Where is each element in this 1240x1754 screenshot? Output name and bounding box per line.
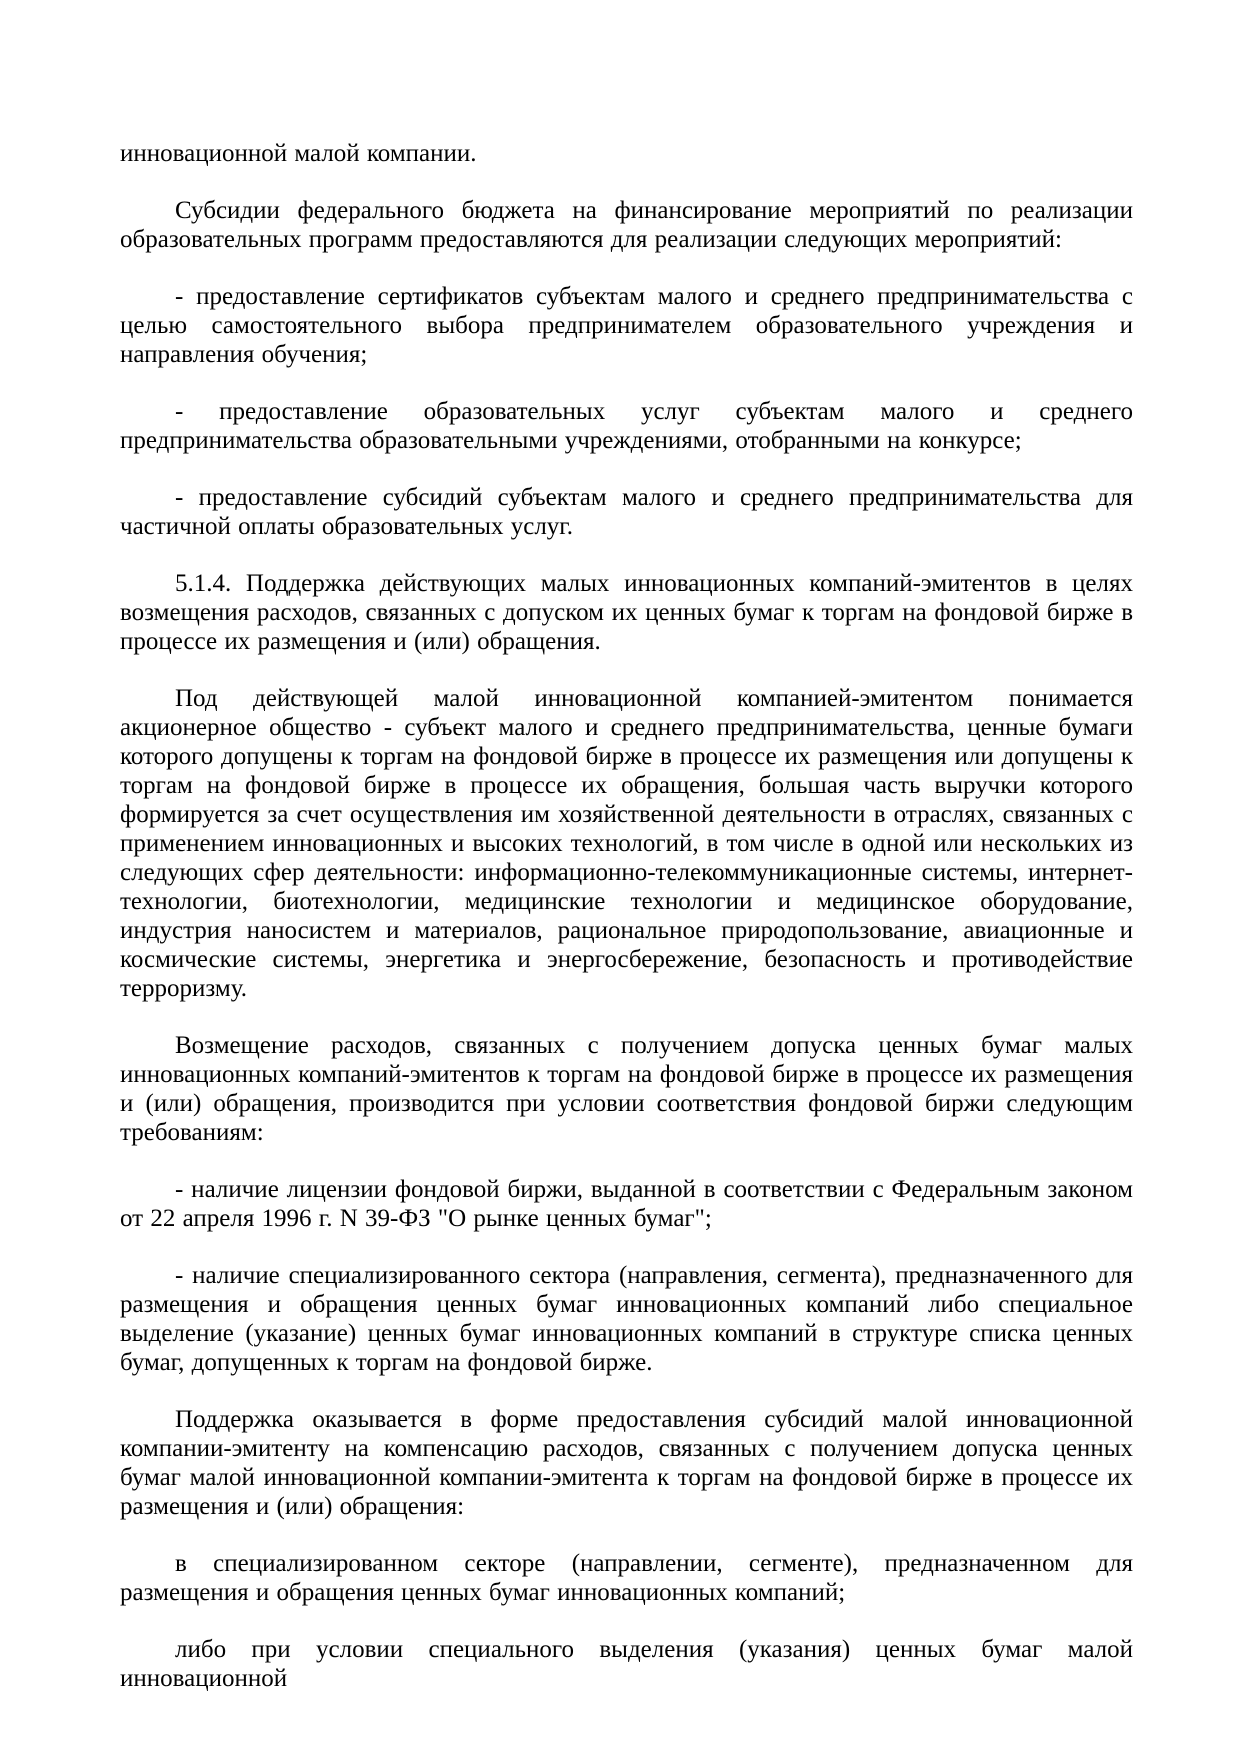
paragraph: Субсидии федерального бюджета на финансирование мероприятий по реализации образовательных программ предоставляются для реализации следующих мероприятий: [120, 197, 1133, 253]
paragraph: в специализированном секторе (направлении, сегменте), предназначенном для размещения и обращения ценных бумаг инновационных компаний; [120, 1550, 1133, 1606]
paragraph-section-5-1-4: 5.1.4. Поддержка действующих малых инновационных компаний-эмитентов в целях возмещения расходов, связанных с допуском их ценных бумаг к торгам на фондовой бирже в процессе их размещения и (или) обращения. [120, 570, 1133, 655]
paragraph-list-item: - наличие лицензии фондовой биржи, выданной в соответствии с Федеральным законом от 22 апреля 1996 г. N 39-ФЗ "О рынке ценных бумаг"; [120, 1176, 1133, 1232]
paragraph-list-item: - наличие специализированного сектора (направления, сегмента), предназначенного для размещения и обращения ценных бумаг инновационных компаний либо специальное выделение (указание) ценных бумаг инновационных компаний в структуре списка ценных бумаг, допущенных к торгам на фондовой бирже. [120, 1262, 1133, 1376]
paragraph-list-item: - предоставление субсидий субъектам малого и среднего предпринимательства для частичной оплаты образовательных услуг. [120, 484, 1133, 540]
paragraph-continuation: инновационной малой компании. [120, 140, 477, 167]
paragraph: Возмещение расходов, связанных с получением допуска ценных бумаг малых инновационных компаний-эмитентов к торгам на фондовой бирже в процессе их размещения и (или) обращения, производится при условии соответствия фондовой биржи следующим требованиям: [120, 1032, 1133, 1146]
paragraph-list-item: - предоставление сертификатов субъектам малого и среднего предпринимательства с целью самостоятельного выбора предпринимателем образовательного учреждения и направления обучения; [120, 283, 1133, 368]
paragraph: Под действующей малой инновационной компанией-эмитентом понимается акционерное общество - субъект малого и среднего предпринимательства, ценные бумаги которого допущены к торгам на фондовой бирже в процессе их размещения или допущены к торгам на фондовой бирже в процессе их обращения, большая часть выручки которого формируется за счет осуществления им хозяйственной деятельности в отраслях, связанных с применением инновационных и высоких технологий, в том числе в одной или нескольких из следующих сфер деятельности: информационно-телекоммуникационные системы, интернет-технологии, биотехнологии, медицинские технологии и медицинское оборудование, индустрия наносистем и материалов, рациональное природопользование, авиационные и космические системы, энергетика и энергосбережение, безопасность и противодействие терроризму. [120, 685, 1133, 1002]
paragraph-list-item: - предоставление образовательных услуг субъектам малого и среднего предпринимательства образовательными учреждениями, отобранными на конкурсе; [120, 398, 1133, 454]
paragraph: Поддержка оказывается в форме предоставления субсидий малой инновационной компании-эмитенту на компенсацию расходов, связанных с получением допуска ценных бумаг малой инновационной компании-эмитента к торгам на фондовой бирже в процессе их размещения и (или) обращения: [120, 1406, 1133, 1520]
paragraph-partial: либо при условии специального выделения (указания) ценных бумаг малой инновационной [120, 1636, 1133, 1692]
document-text [120, 139, 1133, 1693]
